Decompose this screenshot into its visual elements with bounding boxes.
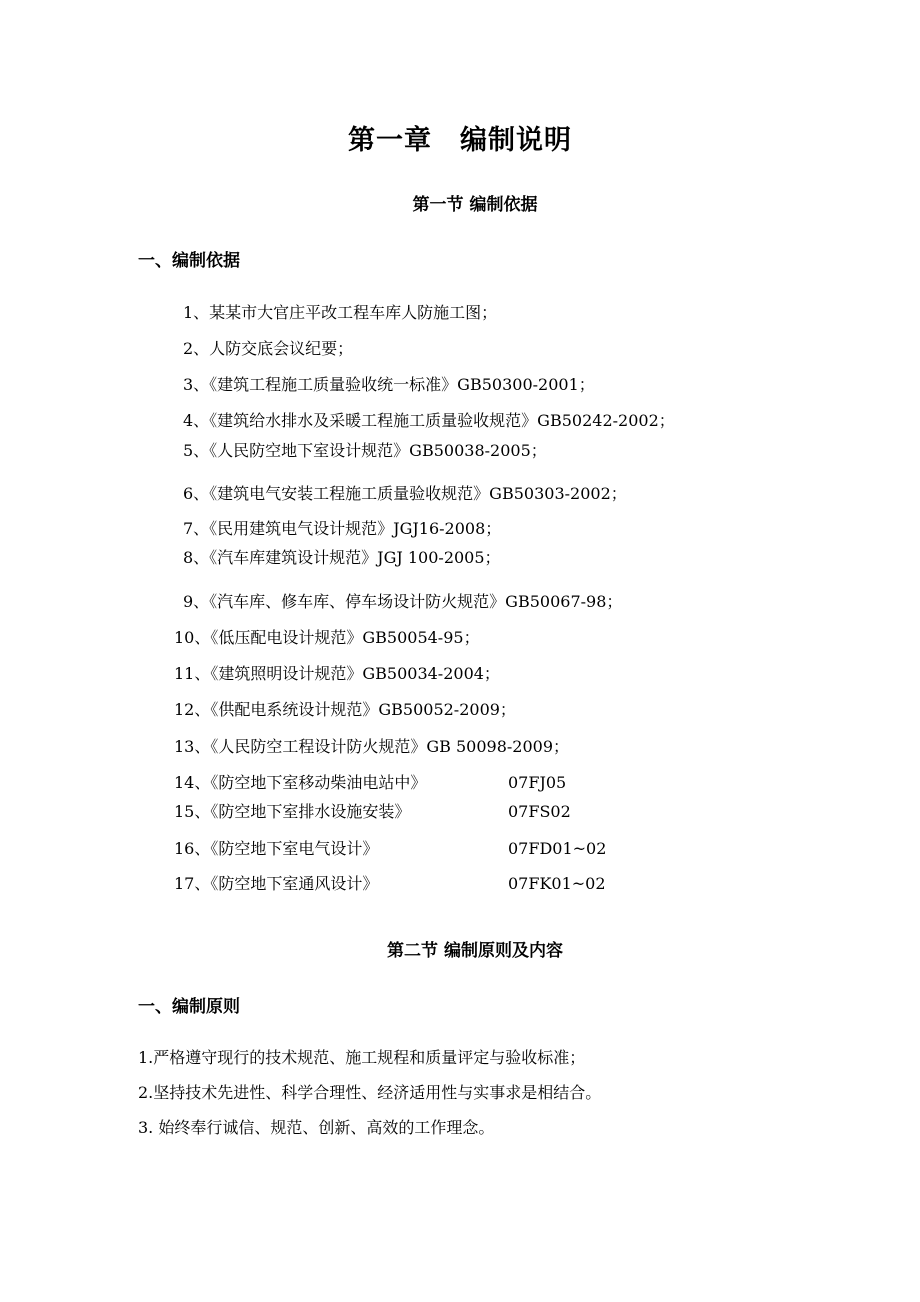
principle-item: 2.坚持技术先进性、科学合理性、经济适用性与实事求是相结合。 — [138, 1083, 602, 1102]
atlas-item-code: 07FS02 — [508, 802, 571, 821]
reference-item: 11、《建筑照明设计规范》GB50034-2004； — [174, 664, 500, 683]
reference-item: 1、某某市大官庄平改工程车库人防施工图； — [183, 303, 498, 322]
reference-item: 3、《建筑工程施工质量验收统一标准》GB50300-2001； — [183, 375, 595, 394]
chapter-title: 第一章 编制说明 — [348, 125, 572, 156]
section-1-heading: 一、编制依据 — [138, 251, 240, 271]
section-1-title: 第一节 编制依据 — [412, 195, 538, 215]
reference-item: 8、《汽车库建筑设计规范》JGJ 100-2005； — [183, 548, 501, 567]
atlas-item-code: 07FD01~02 — [508, 839, 607, 858]
reference-item: 7、《民用建筑电气设计规范》JGJ16-2008； — [183, 519, 502, 538]
reference-item: 4、《建筑给水排水及采暖工程施工质量验收规范》GB50242-2002； — [183, 411, 675, 430]
atlas-item-code: 07FK01~02 — [508, 874, 606, 893]
reference-item: 6、《建筑电气安装工程施工质量验收规范》GB50303-2002； — [183, 484, 627, 503]
atlas-item — [174, 839, 607, 859]
atlas-item — [174, 802, 571, 822]
principle-item: 1.严格遵守现行的技术规范、施工规程和质量评定与验收标准； — [138, 1048, 586, 1067]
principle-item: 3. 始终奉行诚信、规范、创新、高效的工作理念。 — [138, 1118, 495, 1137]
reference-item: 9、《汽车库、修车库、停车场设计防火规范》GB50067-98； — [183, 592, 623, 611]
atlas-item-name: 16、《防空地下室电气设计》 — [174, 839, 379, 858]
atlas-item — [174, 773, 567, 793]
reference-item: 12、《供配电系统设计规范》GB50052-2009； — [174, 700, 516, 719]
reference-item: 10、《低压配电设计规范》GB50054-95； — [174, 628, 480, 647]
section-2-heading: 一、编制原则 — [138, 997, 240, 1017]
reference-item: 13、《人民防空工程设计防火规范》GB 50098-2009； — [174, 737, 570, 756]
atlas-item-name: 17、《防空地下室通风设计》 — [174, 874, 379, 893]
atlas-item-name: 15、《防空地下室排水设施安装》 — [174, 802, 411, 821]
atlas-item-code: 07FJ05 — [508, 773, 567, 792]
reference-item: 2、人防交底会议纪要； — [183, 339, 354, 358]
atlas-item-name: 14、《防空地下室移动柴油电站中》 — [174, 773, 427, 792]
reference-item: 5、《人民防空地下室设计规范》GB50038-2005； — [183, 441, 547, 460]
atlas-item — [174, 874, 606, 894]
section-2-title: 第二节 编制原则及内容 — [387, 941, 563, 961]
